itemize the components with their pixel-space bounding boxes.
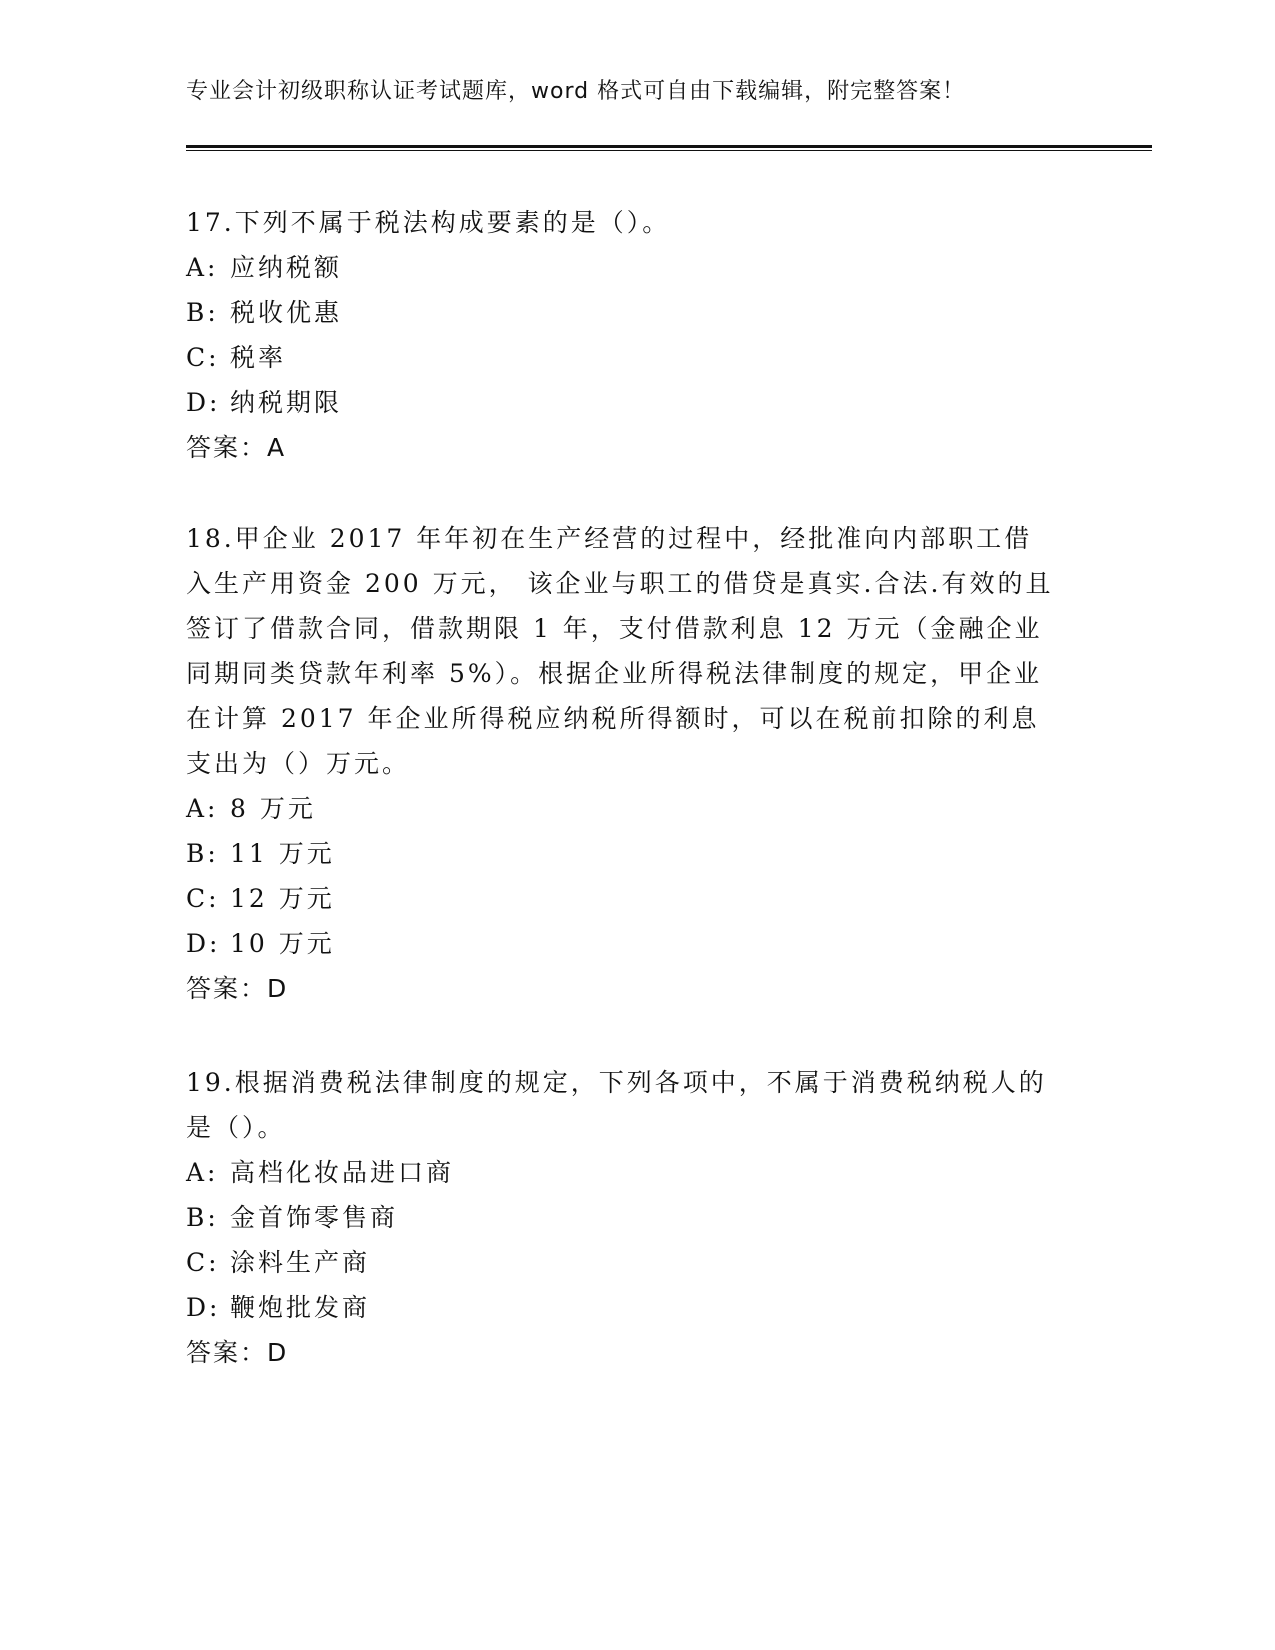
page-header: 专业会计初级职称认证考试题库，word 格式可自由下载编辑，附完整答案！ xyxy=(186,79,966,104)
option-b xyxy=(186,1195,1066,1240)
option-letter: A: xyxy=(186,253,219,282)
question-19 xyxy=(186,1060,1066,1375)
option-d xyxy=(186,921,1056,966)
option-letter: C: xyxy=(186,343,220,372)
question-stem: 18.甲企业 2017 年年初在生产经营的过程中，经批准向内部职工借入生产用资金 200 万元， 该企业与职工的借贷是真实.合法.有效的且签订了借款合同，借款期限 1 年，支付借款利息 12 万元（金融企业同期同类贷款年利率 5%）。根据企业所得税法律制度的规定，甲企业在计算 2017 年企业所得税应纳税所得额时，可以在税前扣除的利息支出为（）万元。 xyxy=(186,524,1054,778)
answer-line: 答案：D xyxy=(186,1338,289,1367)
option-letter: D: xyxy=(186,929,221,958)
question-18 xyxy=(186,516,1056,1011)
option-a xyxy=(186,786,1056,831)
option-b xyxy=(186,290,1086,335)
option-c xyxy=(186,876,1056,921)
option-d xyxy=(186,1285,1066,1330)
option-letter: C: xyxy=(186,1248,220,1277)
option-letter: D: xyxy=(186,1293,221,1322)
option-text: 金首饰零售商 xyxy=(230,1203,399,1232)
question-stem: 19.根据消费税法律制度的规定，下列各项中，不属于消费税纳税人的是（）。 xyxy=(186,1068,1047,1142)
header-rule-thin xyxy=(186,150,1152,151)
question-17 xyxy=(186,200,1086,470)
option-a xyxy=(186,1150,1066,1195)
option-text: 12 万元 xyxy=(230,884,335,913)
option-text: 10 万元 xyxy=(230,929,335,958)
option-text: 8 万元 xyxy=(230,794,316,823)
option-list xyxy=(186,1150,1066,1330)
question-stem: 17.下列不属于税法构成要素的是（）。 xyxy=(186,208,671,237)
option-text: 鞭炮批发商 xyxy=(230,1293,371,1322)
option-text: 高档化妆品进口商 xyxy=(230,1158,455,1187)
option-b xyxy=(186,831,1056,876)
option-d xyxy=(186,380,1086,425)
answer-line: 答案：D xyxy=(186,974,289,1003)
option-letter: A: xyxy=(186,794,219,823)
option-text: 应纳税额 xyxy=(230,253,343,282)
option-text: 税率 xyxy=(230,343,287,372)
option-text: 税收优惠 xyxy=(230,298,343,327)
option-letter: A: xyxy=(186,1158,219,1187)
option-letter: D: xyxy=(186,388,221,417)
option-letter: B: xyxy=(186,298,219,327)
option-a xyxy=(186,245,1086,290)
option-letter: B: xyxy=(186,1203,219,1232)
header-rule-thick xyxy=(186,145,1152,148)
answer-line: 答案：A xyxy=(186,433,287,462)
option-letter: C: xyxy=(186,884,220,913)
option-text: 涂料生产商 xyxy=(230,1248,371,1277)
option-c xyxy=(186,335,1086,380)
option-list xyxy=(186,245,1086,425)
option-text: 纳税期限 xyxy=(230,388,343,417)
option-c xyxy=(186,1240,1066,1285)
option-list xyxy=(186,786,1056,966)
option-text: 11 万元 xyxy=(230,839,335,868)
option-letter: B: xyxy=(186,839,219,868)
